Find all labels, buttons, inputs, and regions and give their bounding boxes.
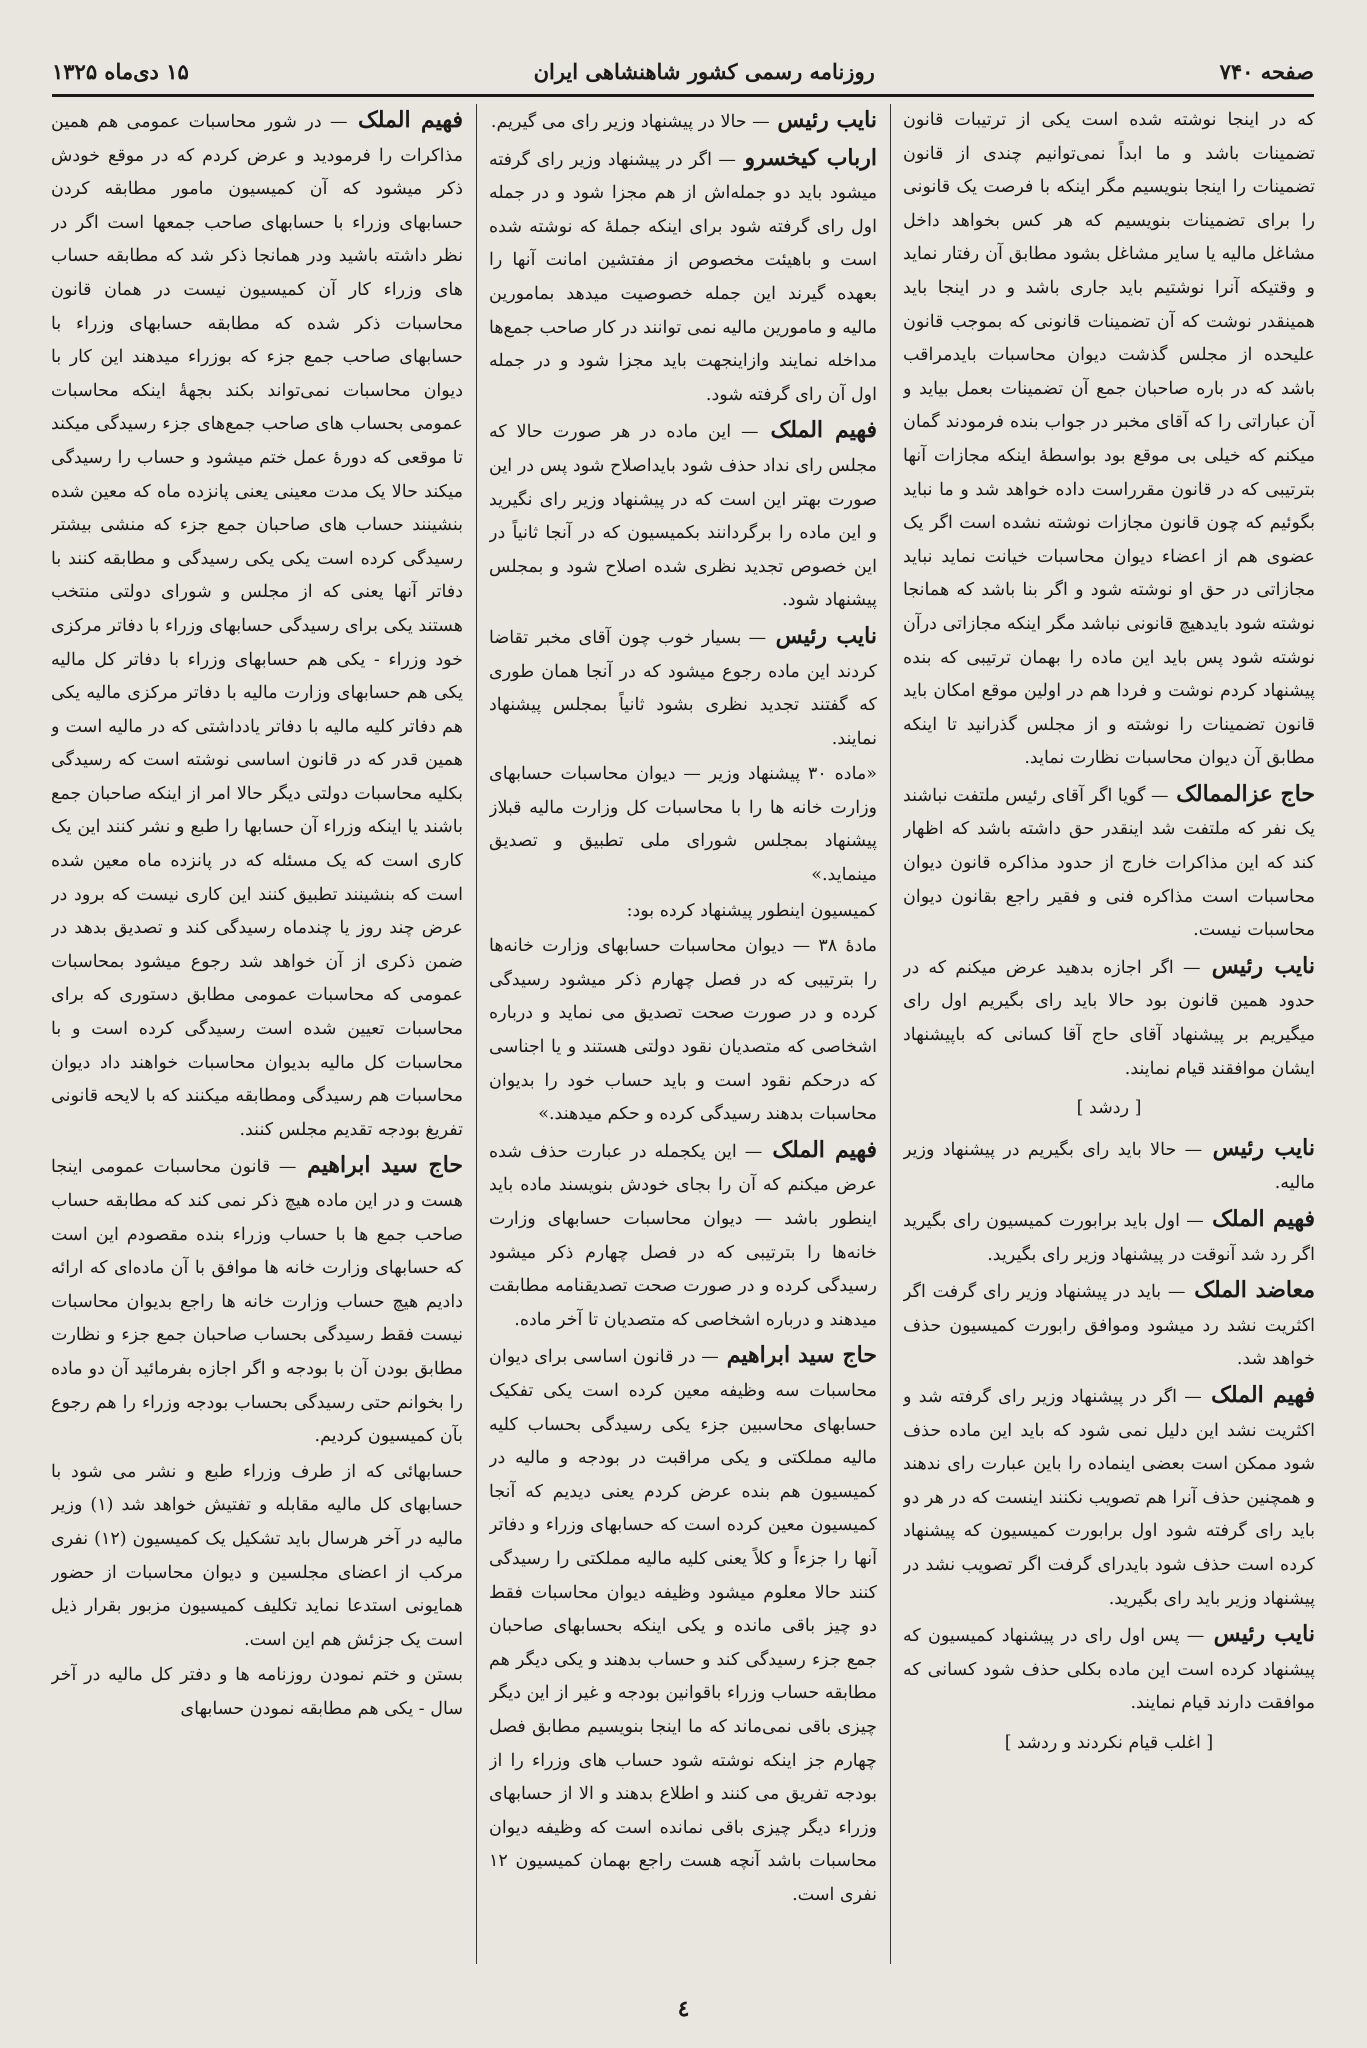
speaker-name: نایب رئیس	[1204, 1621, 1315, 1648]
speech-text: — اگر در پیشنهاد وزیر رای گرفته میشود باید دو جمله‌اش از هم مجزا شود و در جمله اول رای گرفته شود برای اینکه جملهٔ که نوشته شده است و باهیئت مخصوص از مفتشین امانت آنها را بعهده گیرند این جمله خصوصیت میدهد بمامورین مالیه و مامورین مالیه نمی توانند در کار صاحب جمع‌ها مداخله نمایند وازاینجهت باید مجزا شود و در جمله اول آن رای گرفته شود.	[489, 149, 877, 405]
vote-result-note: [ اغلب قیام نکردند و ردشد ]	[1004, 1732, 1214, 1753]
speech-text: — اول باید برابورت کمیسیون رای بگیرید اگر رد شد آنوقت در پیشنهاد وزیر رای بگیرید.	[903, 1211, 1315, 1265]
speech-paragraph	[51, 1149, 463, 1453]
speech-paragraph	[489, 142, 877, 413]
speech-text: — قانون محاسبات عمومی اینجا هست و در این ماده هیچ ذکر نمی کند که مطابقه حساب صاحب جمع ها با حساب وزراء بنده مقصودم این است که حسابهای وزارت خانه ها موافق با آن ماده‌ای که ارائه دادیم هیچ حساب وزارت خانه ها راجع بدیوان محاسبات نیست فقط رسیدگی بحساب صاحبان جمع جزء و نظارت مطابق بودن آن با بودجه و اگر اجازه بفرمائید آن دو ماده را بخوانم حتی رسیدگی بحساب بودجه وزراء را هم رجوع بآن کمیسیون کردیم.	[51, 1157, 463, 1447]
text-paragraph	[489, 895, 877, 929]
column-divider	[890, 104, 891, 1964]
text-paragraph	[903, 104, 1315, 776]
speech-paragraph	[903, 1132, 1315, 1201]
speaker-name: نایب رئیس	[766, 622, 877, 649]
speech-text: — در شور محاسبات عمومی هم همین مذاکرات را فرمودید و عرض کردم که در موقع خودش ذکر میشود که آن کمیسیون مامور مطابقه کردن حسابهای وزراء با حسابهای صاحب جمعها است اگر در نظر داشته باشید ودر همانجا ذکر شد که مطابقه حساب های وزراء کار آن کمیسیون نیست در همان قانون محاسبات ذکر شده که مطابقه حسابهای وزراء با حسابهای صاحب جمع جزء که بوزراء میدهند این کار با دیوان محاسبات نمی‌تواند بکند بجهةٔ اینکه محاسبات عمومی بحساب های صاحب جمع‌های جزء رسیدگی میکند تا موقعی که دورهٔ عمل ختم میشود و حساب را رسیدگی میکند حالا یک مدت معینی یعنی پانزده ماه که معین شده بنشینند حساب های صاحبان جمع جزء که منشی بیشتر رسیدگی کرده است یکی یکی رسیدگی و مطابقه کنند با دفاتر آنها یعنی که از مجلس و شورای دولتی منتخب هستند یکی برای رسیدگی حسابهای وزراء با دفاتر مرکزی خود وزراء - یکی هم حسابهای وزراء با دفاتر کل مالیه یکی هم حسابهای وزارت مالیه با دفاتر مرکزی مالیه یکی هم دفاتر کلیه مالیه با دفاتر یادداشتی که در مالیه است و همین قدر که در قانون اساسی نوشته است که رسیدگی بکلیه محاسبات دولتی دیگر حالا امر از اینکه صاحبان جمع باشند یا اینکه وزراء آن حسابها را طبع و نشر کنند این یک کاری است که یک مسئله که در پانزده ماه معین شده است که بنشینند تطبیق کنند این کاری نیست که برود در عرض چند روز یا چندماه رسیدگی کند و تصدیق بدهد در ضمن ذکری از آن خواهد شد رجوع میشود بمحاسبات عمومی که محاسبات عمومی مطابق دستوری که برای محاسبات تعیین شده است رسیدگی کرده است و با محاسبات کل مالیه بدیوان محاسبات خواهند داد دیوان محاسبات هم رسیدگی ومطابقه میکنند که با لایحه قانونی تفریغ بودجه تقدیم مجلس کنند.	[51, 112, 463, 1140]
page-footer-number: ٤	[677, 1996, 690, 2022]
text-paragraph	[489, 758, 877, 892]
issue-date: ۱۵ دی‌ماه ۱۳۲۵	[52, 58, 189, 84]
speech-text: — حالا در پیشنهاد وزیر رای می گیریم.	[490, 112, 770, 132]
speaker-name: فهیم الملک	[1203, 1206, 1315, 1232]
speech-text: کمیسیون اینطور پیشنهاد کرده بود:	[626, 900, 877, 921]
speech-paragraph	[903, 778, 1315, 948]
speaker-name: نایب رئیس	[769, 107, 877, 133]
speech-paragraph	[51, 104, 463, 1147]
newspaper-title: روزنامه رسمی کشور شاهنشاهی ایران	[533, 58, 875, 84]
speech-text: که در اینجا نوشته شده است یکی از ترتیبات قانون تضمینات باشد و ما ابداً نمی‌توانیم چندی از قانون تضمینات را اینجا بنویسیم مگر اینکه با فرصت یک قانونی را برای تضمینات بنویسیم که هر کس بخواهد داخل مشاغل مالیه یا سایر مشاغل بشود مطابق آن رفتار نماید و وقتیکه آنرا نوشتیم باید جاری باشد و در اینجا باید همینقدر نوشت که آن تضمینات قانونی که بموجب قانون علیحده از مجلس گذشت دیوان محاسبات بایدمراقب باشد که در باره صاحبان جمع آن تضمینات بعمل بیاید و آن عباراتی را که آقای مخبر در جواب بنده فرمودند گمان میکنم که خیلی بی موقع بود بواسطهٔ اینکه مجازات آنها بترتیبی که در قانون مقرراست داده خواهد شد و ما نباید بگوئیم که چون قانون مجازات نوشته نشده است اگر یک عضوی هم از اعضاء دیوان محاسبات خیانت نماید نباید مجازاتی در حق او نوشته شود و اگر بنا باشد که همانجا نوشته شود بایدهیچ قانونی نباشد مگر اینکه مجازاتی درآن نوشته شود پس باید این ماده را بهمان ترتیبی که بنده پیشنهاد کردم نوشت و فردا هم در اولین موقع امکان باید قانون تضمینات را نوشته و از مجلس گذرانید تا اینکه مطابق آن دیوان محاسبات نظارت نماید.	[903, 110, 1315, 769]
speaker-name: نایب رئیس	[1200, 952, 1315, 979]
speaker-name: فهیم الملک	[758, 417, 877, 444]
speaker-name: فهیم الملک	[1201, 1381, 1315, 1408]
speech-text: مادهٔ ۳۸ — دیوان محاسبات حسابهای وزارت خانه‌ها را بترتیبی که در فصل چهارم ذکر میشود رسیدگی کرده و در صورت صحت تصدیق می نماید و درباره اشخاصی که متصدیان نقود دولتی هستند و یا اجناسی که درحکم نقود است و باید حساب خود را بدیوان محاسبات بدهند رسیدگی کرده و حکم میدهند.»	[489, 936, 877, 1125]
column-divider	[476, 104, 477, 1964]
text-paragraph	[51, 1456, 463, 1658]
speaker-name: معاضد الملک	[1185, 1277, 1315, 1304]
speaker-name: فهیم الملک	[762, 1136, 877, 1163]
speech-text: — گویا اگر آقای رئیس ملتفت نباشند یک نفر که ملتفت شد اینقدر حق داشته باشد که اظهار کند که این مذاکرات خارج از حدود مذاکره قانون دیوان محاسبات است مذاکره فنی و فقیر راجع بقانون دیوان محاسبات نیست.	[903, 785, 1315, 941]
column-left	[51, 104, 463, 1964]
page-header	[52, 48, 1314, 97]
speaker-name: فهیم الملک	[347, 107, 463, 133]
speech-text: — در قانون اساسی برای دیوان محاسبات سه وظیفه معین کرده است یکی تفکیک حسابهای محاسبین جزء یکی رسیدگی بحساب کلیه مالیه مملکتی و یکی مراقبت در بودجه و مالیه در کمیسیون هم بنده عرض کردم یعنی دیدیم که آنجا کمیسیون معین کرده است که حسابهای وزراء و دفاتر آنها را جزءاً و کلاً یعنی کلیه مالیه مملکتی را رسیدگی کنند حالا معلوم میشود وظیفه دیوان محاسبات فقط دو چیز باقی مانده و یکی اینکه بحسابهای صاحبان جمع جزء رسیدگی کند و حساب بدهند و یکی دیگر هم مطابقه حساب وزراء باقوانین بودجه و غیر از این دیگر چیزی باقی نمی‌ماند که ما اینجا بنویسیم مطابق فصل چهارم جز اینکه نوشته شود حساب های وزراء را از بودجه تفریق می کنند و اطلاع بدهند و الا از حسابهای وزراء دیگر چیزی باقی نمانده است که وظیفه دیوان محاسبات باشد آنچه هست راجع بهمان کمیسیون ۱۲ نفری است.	[489, 1347, 877, 1905]
page-number-label: صفحه ۷۴۰	[1219, 58, 1314, 84]
speech-paragraph	[903, 1203, 1315, 1272]
speaker-name: حاج سید ابراهیم	[718, 1342, 877, 1369]
speech-text: — اگر در پیشنهاد وزیر رای گرفته شد و اکثریت نشد این دلیل نمی شود که باید این ماده حذف شود ممکن است بعضی اینماده را باین عبارت رای ندهند و همچنین حذف آنرا هم تصویب نکنند اینست که در هر دو باید رای گرفته شود اول برابورت کمیسیون که پیشنهاد کرده است حذف شود بایدرای گرفت اگر تصویب نشد در پیشنهاد وزیر باید رای بگیرید.	[903, 1386, 1315, 1609]
speech-text: — پس اول رای در پیشنهاد کمیسیون که پیشنهاد کرده است این ماده بکلی حذف شود کسانی که موافقت دارند قیام نمایند.	[903, 1626, 1315, 1714]
vote-result-note: [ ردشد ]	[1076, 1098, 1142, 1119]
text-paragraph	[51, 1659, 463, 1726]
speaker-name: حاج سید ابراهیم	[296, 1152, 463, 1179]
column-middle	[489, 104, 877, 1964]
speech-paragraph	[903, 1618, 1315, 1721]
speech-text: «ماده ۳۰ پیشنهاد وزیر — دیوان محاسبات حسابهای وزارت خانه ها را با محاسبات کل وزارت مالیه قبلاز پیشنهاد بمجلس شورای ملی تطبیق و تصدیق مینماید.»	[489, 764, 877, 886]
speech-text: — حالا باید رای بگیریم در پیشنهاد وزیر مالیه.	[903, 1139, 1315, 1194]
speaker-name: حاج عزالممالک	[1168, 780, 1315, 807]
speech-text: — اگر اجازه بدهید عرض میکنم که در حدود همین قانون بود حالا باید رای بگیریم اول رای میگیریم بر پیشنهاد آقای حاج آقا کسانی که باپیشنهاد ایشان موافقند قیام نمایند.	[903, 957, 1315, 1079]
speech-paragraph	[489, 620, 877, 756]
speech-text: — بسیار خوب چون آقای مخبر تقاضا کردند این ماده رجوع میشود که در آنجا همان طوری که گفتند تجدید نظری بشود ثانیاً بمجلس پیشنهاد نمایند.	[489, 627, 877, 749]
speech-paragraph	[903, 1379, 1315, 1616]
speech-text: — این یکجمله در عبارت حذف شده عرض میکنم که آن را بجای خودش بنویسند ماده باید اینطور باشد — دیوان محاسبات حسابهای وزارت خانه‌ها را بترتیبی که در فصل چهارم ذکر میشود رسیدگی کرده و در صورت صحت تصدیقنامه مطابقت میدهند و درباره اشخاصی که متصدیان تا آخر ماده.	[489, 1141, 877, 1330]
speech-text: بستن و ختم نمودن روزنامه ها و دفتر کل مالیه در آخر سال - یکی هم مطابقه نمودن حسابهای	[51, 1665, 463, 1719]
speech-paragraph	[489, 104, 877, 140]
speaker-name: نایب رئیس	[1202, 1134, 1315, 1161]
speech-text: حسابهائی که از طرف وزراء طبع و نشر می شود با حسابهای کل مالیه مقابله و تفتیش خواهد شد (۱) وزیر مالیه در آخر هرسال باید تشکیل یک کمیسیون (۱۲) نفری مرکب از اعضای مجلسین و دیوان محاسبات از حضور همایونی استدعا نماید تکلیف کمیسیون مزبور بقرار ذیل است یک جزئش هم این است.	[51, 1461, 463, 1650]
speech-text: — این ماده در هر صورت حالا که مجلس رای نداد حذف شود بایداصلاح شود پس در این صورت بهتر این است که در پیشنهاد وزیر رای نگیرید و این ماده را برگردانند بکمیسیون که در آنجا ثانیاً در این خصوص تجدید نظری شده اصلاح شود و بمجلس پیشنهاد شود.	[489, 422, 877, 611]
text-paragraph	[489, 930, 877, 1132]
column-right	[903, 104, 1315, 1964]
speech-text: — باید در پیشنهاد وزیر رای گرفت اگر اکثریت نشد رد میشود وموافق رابورت کمیسیون حذف خواهد شد.	[903, 1282, 1315, 1370]
speech-paragraph	[489, 1134, 877, 1338]
speech-paragraph	[903, 1274, 1315, 1377]
speech-paragraph	[489, 1339, 877, 1912]
speech-paragraph	[489, 414, 877, 618]
speaker-name: ارباب کیخسرو	[735, 144, 877, 171]
speech-paragraph	[903, 950, 1315, 1086]
